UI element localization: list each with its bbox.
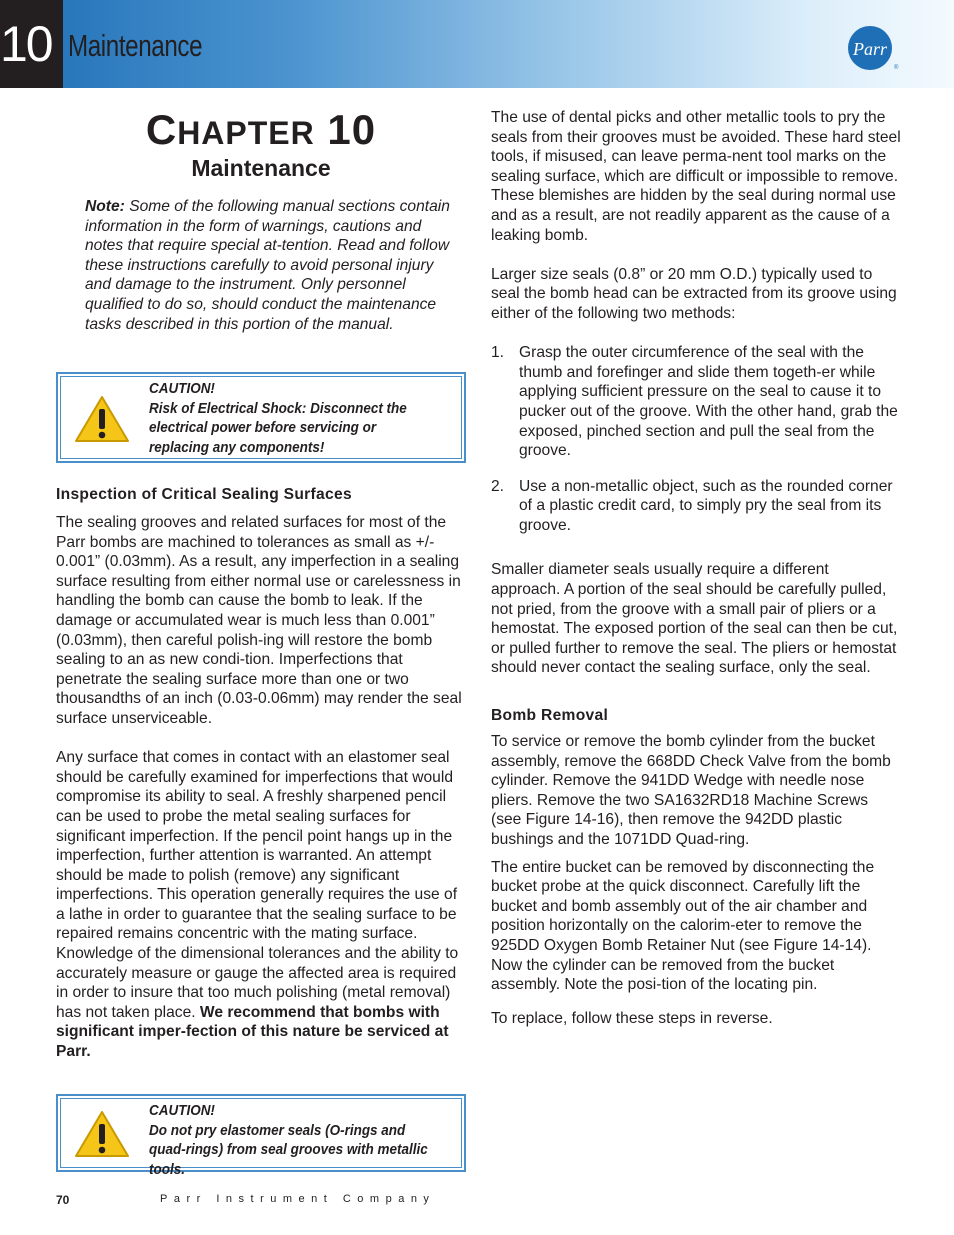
list-item: 1. Grasp the outer circumference of the seal with the thumb and forefinger and slide them togeth-er while applying sufficient pressure on the seal to cause it to pucker out of the groove. With the other hand, grab the exposed, pinched section and pull the seal from the groove. — [491, 344, 898, 460]
warning-triangle-icon — [73, 394, 131, 444]
bomb-removal-paragraph-2: The entire bucket can be removed by disconnecting the bucket probe at the quick disconnect. Carefully lift the bucket and bomb assembly out of the air chamber and position horizontally on the calorim-eter to remove the 925DD Oxygen Bomb Retainer Nut (see Figure 14-14). Now the cylinder can be removed from the bucket assembly. Note the posi-tion of the locating pin. — [491, 858, 875, 994]
svg-text:®: ® — [894, 65, 899, 71]
note-paragraph: Note: Some of the following manual sections contain information in the form of warnings, cautions and notes that require special at-tention. Read and follow these instructions carefully to avoid personal injury and damage to the instrument. Only personnel qualified to do so, should conduct the maintenance tasks described in this portion of the manual. — [85, 198, 450, 333]
caution-text: CAUTION! Risk of Electrical Shock: Disconnect the electrical power before servicing or replacing any components! — [149, 381, 407, 456]
section-heading-bomb-removal: Bomb Removal — [491, 707, 609, 725]
caution-box-metallic-tools — [56, 1094, 466, 1178]
chapter-title: CHAPTER 10 — [145, 106, 377, 153]
chapter-heading — [56, 106, 466, 181]
footer-company: Parr Instrument Company — [160, 1193, 436, 1205]
seal-removal-list — [491, 343, 901, 535]
right-paragraph-3: Smaller diameter seals usually require a different approach. A portion of the seal should be carefully pulled, not pried, from the groove with a small pair of pliers or a hemostat. The exposed portion of the seal can then be cut, or pulled further to remove the seal. The pliers or hemostat should never contact the sealing surface, only the seal. — [491, 561, 898, 677]
caution-box-electrical — [56, 372, 466, 463]
page-number: 70 — [56, 1193, 70, 1207]
section-heading-inspection: Inspection of Critical Sealing Surfaces — [56, 486, 352, 503]
right-paragraph-2: Larger size seals (0.8” or 20 mm O.D.) typically used to seal the bomb head can be extracted from its groove using either of the following two methods: — [491, 265, 897, 322]
inspection-section — [56, 485, 466, 1062]
chapter-number: 10 — [0, 16, 52, 72]
logo-text: Parr — [852, 39, 888, 59]
right-paragraph-1: The use of dental picks and other metallic tools to pry the seals from their grooves must be avoided. These hard steel tools, if misused, can leave perma-nent tool marks on the sealing surface, which are difficult or impossible to remove. These blemishes are hidden by the seal during normal use and as a result, are not readily apparent as the cause of a leaking bomb. — [491, 109, 901, 244]
inspection-paragraph-1: The sealing grooves and related surfaces for most of the Parr bombs are machined to tolerances as small as +/- 0.001” (0.03mm). As a result, any imperfection in a sealing surface resulting from either normal use or carelessness in handling the bomb can cause the bomb to leak. If the damage or accumulated wear is much less than 0.001” (0.03mm), then careful polish-ing will restore the bomb sealing to an as new condi-tion. Imperfections that penetrate the sealing surface more than one or two thousandths of an inch (0.03-0.06mm) may render the seal surface unserviceable. — [56, 514, 462, 727]
chapter-header-bar — [0, 0, 954, 88]
right-column — [491, 108, 901, 1028]
inspection-paragraph-2: Any surface that comes in contact with an elastomer seal should be carefully examined for imperfections that would compromise its ability to seal. A freshly sharpened pencil can be used to probe the metal sealing surfaces for significant imperfection. If the pencil point hangs up in the imperfection, further attention is warranted. An attempt should be made to polish (remove) any significant imperfections. This operation generally requires the use of a lathe in order to guarantee that the sealing surface to be repaired remains concentric with the mating surface. Knowledge of the dimensional tolerances and the ability to accurately measure or gauge the affected area is required in order to insure that too much polishing (metal removal) has not taken place. We recommend that bombs with significant imper-fection of this nature be serviced at Parr. — [56, 749, 459, 1061]
bomb-removal-paragraph-3: To replace, follow these steps in reverse. — [491, 1009, 773, 1027]
list-item: 2. Use a non-metallic object, such as the rounded corner of a plastic credit card, to simply pry the seal from its groove. — [491, 477, 893, 534]
warning-triangle-icon — [73, 1109, 131, 1159]
parr-logo-icon — [845, 24, 899, 72]
caution-text: CAUTION! Do not pry elastomer seals (O-rings and quad-rings) from seal grooves with metallic tools. — [149, 1103, 428, 1178]
bomb-removal-paragraph-1: To service or remove the bomb cylinder from the bucket assembly, remove the 668DD Check Valve from the bomb cylinder. Remove the 941DD Wedge with needle nose pliers. Remove the two SA1632RD18 Machine Screws (see Figure 14-16), then remove the 942DD plastic bushings and the 1071DD Quad-ring. — [491, 733, 891, 848]
chapter-number-box — [0, 0, 63, 88]
chapter-subtitle: Maintenance — [191, 155, 331, 181]
header-title: Maintenance — [68, 28, 203, 63]
